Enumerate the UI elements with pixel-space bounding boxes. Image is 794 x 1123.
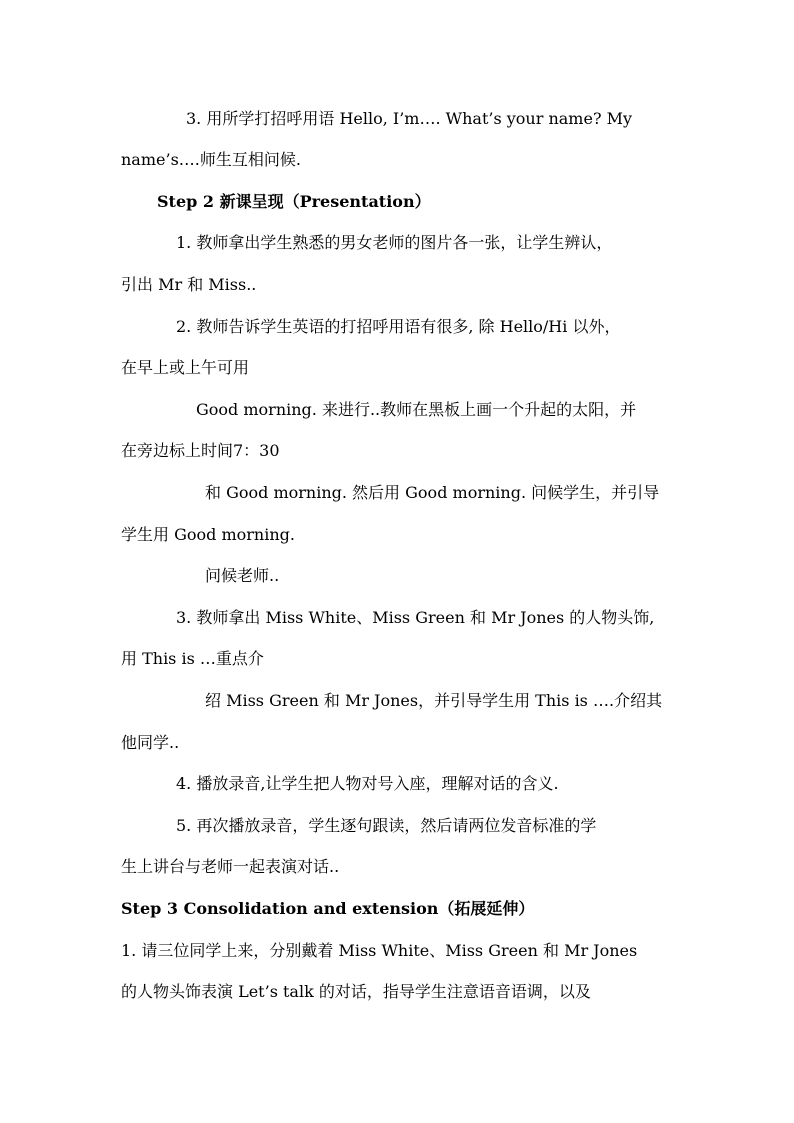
text-line: 3. 教师拿出 Miss White、Miss Green 和 Mr Jones 的人物头饰, [176,608,655,627]
text-line: 他同学.. [121,733,180,752]
text-line: 和 Good morning. 然后用 Good morning. 问候学生，并引导 [205,483,660,502]
text-line: name’s….师生互相问候. [121,150,301,169]
text-line: 1. 请三位同学上来，分别戴着 Miss White、Miss Green 和 Mr Jones [121,941,638,960]
text-line: 4. 播放录音,让学生把人物对号入座，理解对话的含义. [176,774,559,793]
text-line: 在早上或上午可用 [121,358,250,377]
text-line: 2. 教师告诉学生英语的打招呼用语有很多, 除 Hello/Hi 以外， [176,317,621,336]
text-line: 5. 再次播放录音，学生逐句跟读，然后请两位发音标准的学 [176,816,597,835]
text-line: 1. 教师拿出学生熟悉的男女老师的图片各一张，让学生辨认， [176,233,613,252]
text-line: 生上讲台与老师一起表演对话.. [121,857,340,876]
text-line: 学生用 Good morning. [121,525,295,544]
text-line: Good morning. 来进行..教师在黑板上画一个升起的太阳，并 [196,400,637,419]
section-heading: Step 2 新课呈现（Presentation） [157,192,431,211]
text-line: 在旁边标上时间7：30 [121,441,280,460]
text-line: 问候老师.. [205,566,280,585]
text-line: 引出 Mr 和 Miss.. [121,275,257,294]
text-line: 绍 Miss Green 和 Mr Jones，并引导学生用 This is ….介绍其 [205,691,663,710]
text-line: 用 This is …重点介 [121,649,264,668]
text-line: 3. 用所学打招呼用语 Hello, I’m…. What’s your name? My [186,109,633,128]
text-line: 的人物头饰表演 Let’s talk 的对话，指导学生注意语音语调，以及 [121,982,591,1001]
section-heading: Step 3 Consolidation and extension（拓展延伸） [121,899,535,918]
